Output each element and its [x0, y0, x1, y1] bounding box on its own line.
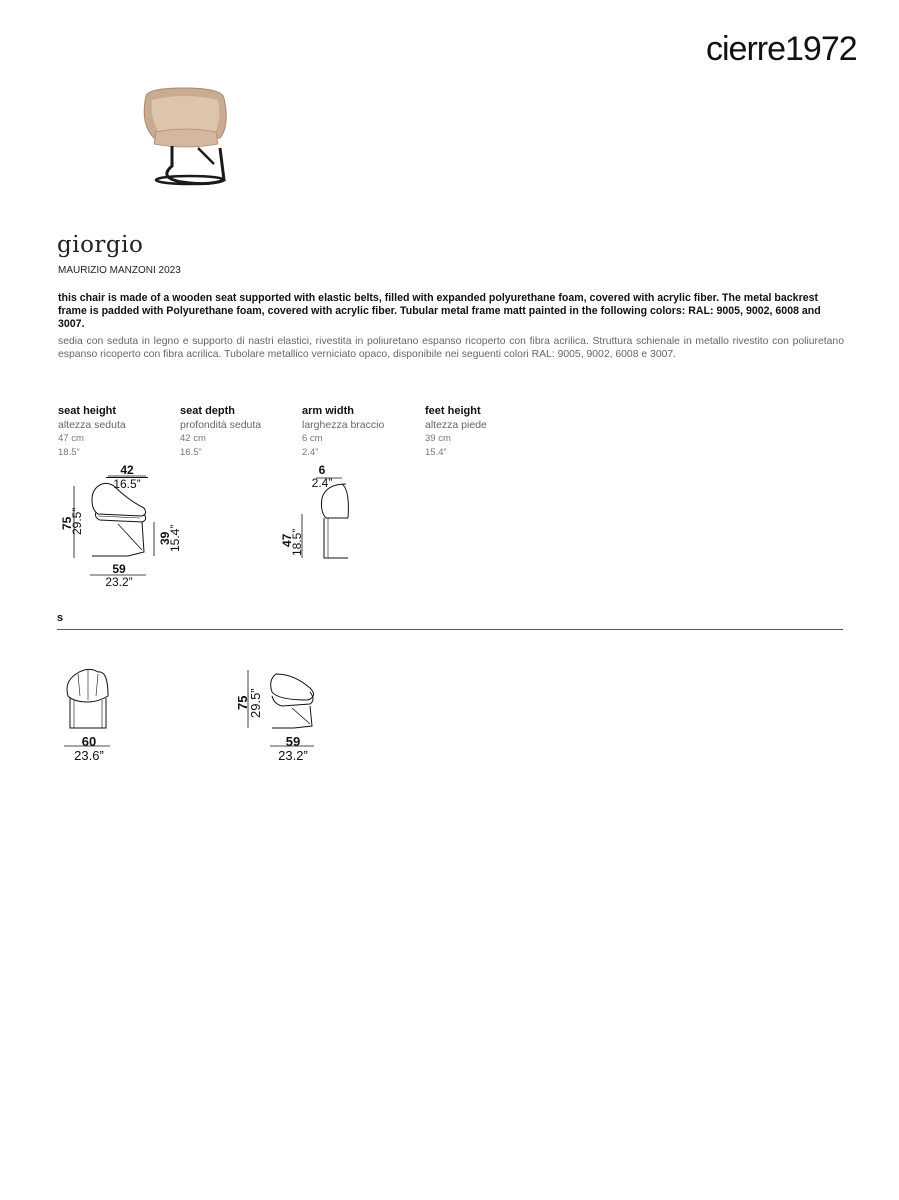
spec-label: seat height — [58, 405, 117, 417]
spec-inch: 16.5” — [180, 446, 202, 458]
spec-cm: 42 cm — [180, 433, 206, 444]
product-name: giorgio — [57, 232, 144, 258]
spec-arm-width — [302, 405, 384, 459]
spec-inch: 2.4” — [302, 446, 319, 458]
spec-cm: 47 cm — [58, 433, 84, 444]
dim-side-height: 75 — [235, 695, 250, 710]
dim-depth: 59 23.2” — [105, 562, 133, 589]
spec-seat-height — [58, 405, 126, 459]
brand-logo: cierre1972 — [706, 30, 857, 68]
spec-label-it: altezza seduta — [58, 418, 126, 431]
product-photo — [138, 86, 234, 190]
spec-cm: 6 cm — [302, 433, 323, 444]
spec-feet-height — [425, 405, 487, 459]
dim-side-depth: 59 23.2” — [278, 734, 308, 763]
designer-credit: MAURIZIO MANZONI 2023 — [58, 265, 181, 276]
dim-feet-height-inch: 15.4” — [168, 524, 182, 552]
spec-label-it: altezza piede — [425, 418, 487, 431]
spec-label: seat depth — [180, 405, 236, 417]
dim-seat-height: 47 — [280, 533, 294, 547]
spec-inch: 15.4” — [425, 446, 447, 458]
spec-label: feet height — [425, 405, 481, 417]
spec-label-it: larghezza braccio — [302, 418, 385, 431]
section-title: s — [57, 612, 64, 624]
spec-inch: 18.5” — [58, 446, 80, 458]
spec-label-it: profondità seduta — [180, 418, 262, 431]
spec-cm: 39 cm — [425, 433, 451, 444]
description-italian: sedia con seduta in legno e supporto di nastri elastici, rivestita in poliuretano espanso ricoperto con fibra acrilica. Struttura schienale in metallo rivestito con poliuretano espanso ricoperto con fibra acrilica. Tubolare metallico verniciato opaco, disponibile nei seguenti colori RAL: 9005, 9002, 6008 e 3007. — [58, 336, 844, 360]
description-english: this chair is made of a wooden seat supported with elastic belts, filled with expanded polyurethane foam, covered with acrylic fiber. The metal backrest frame is padded with Polyurethane foam, covered with acrylic fiber. Tubular metal frame matt painted in the following colors: RAL: 9005, 9002, 6008 and 3007. — [58, 292, 821, 330]
dim-feet-height: 39 — [158, 531, 172, 545]
spec-seat-depth — [180, 405, 261, 459]
dim-arm-width: 6 2.4” — [311, 463, 333, 490]
dim-seat-depth: 42 16.5” — [106, 463, 148, 490]
dim-seat-height-inch: 18.5” — [290, 528, 304, 556]
spec-label: arm width — [302, 405, 354, 417]
dim-front-width: 60 23.6” — [74, 734, 104, 763]
dim-side-height-inch: 29.5” — [248, 688, 263, 718]
section-divider — [57, 629, 843, 630]
dim-height-inch: 29.5” — [70, 507, 84, 535]
dim-height: 75 — [60, 516, 74, 530]
